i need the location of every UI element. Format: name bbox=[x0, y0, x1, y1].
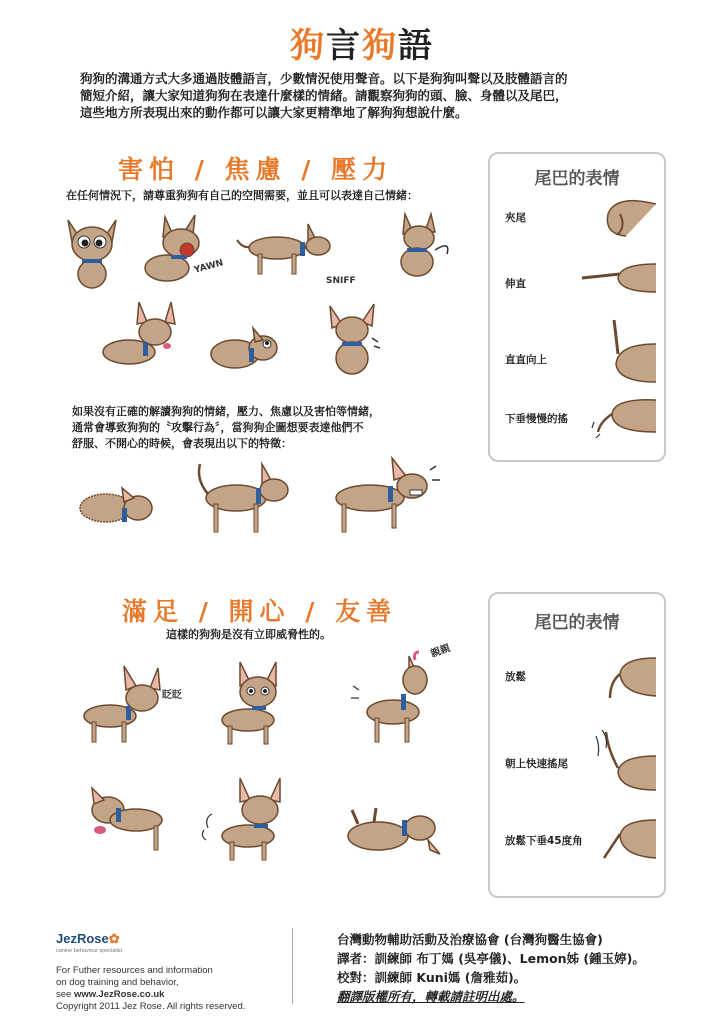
credit-line: 譯者：訓練師 布丁媽 (吳亭儀)、Lemon姊 (鍾玉婷)。 bbox=[337, 951, 645, 966]
intro-line: 簡短介紹，讓大家知道狗狗在表達什麼樣的情緒。請觀察狗狗的頭、臉、身體以及尾巴， bbox=[80, 88, 568, 103]
jezrose-logo: JezRose✿ bbox=[56, 931, 120, 946]
intro-line: 狗狗的溝通方式大多通過肢體語言，少數情況使用聲音。以下是狗狗叫聲以及肢體語言的 bbox=[80, 71, 568, 86]
dog-fearful-crouch bbox=[72, 470, 162, 540]
translation-credits bbox=[337, 930, 645, 1006]
website-link[interactable]: www.JezRose.co.uk bbox=[73, 989, 165, 1000]
dog-relaxed-standing bbox=[210, 658, 300, 748]
tail-label-fast-wag-up: 朝上快速搖尾 bbox=[505, 758, 568, 770]
footer-credits bbox=[56, 933, 245, 1013]
dog-cowering bbox=[205, 318, 285, 376]
dog-yawning bbox=[135, 213, 215, 288]
credit-line: 台灣動物輔助活動及治療協會 (台灣狗醫生協會) bbox=[337, 932, 603, 947]
dog-happy-wagging bbox=[200, 774, 300, 864]
dog-turning-away bbox=[385, 210, 460, 290]
footer-line: on dog training and behavior, bbox=[56, 977, 179, 988]
tail-label-low-slow-wag: 下垂慢慢的搖 bbox=[505, 413, 568, 425]
tail-fast-wag-illustration bbox=[590, 726, 656, 796]
title-char: 狗 bbox=[290, 26, 326, 66]
title-char: 言 bbox=[326, 26, 362, 66]
dog-play-bow bbox=[72, 780, 172, 860]
intro-paragraph bbox=[80, 70, 670, 121]
title-char: 語 bbox=[398, 26, 434, 66]
dog-sniffing bbox=[232, 220, 337, 280]
footer-line: For Futher resources and information bbox=[56, 965, 213, 976]
dog-growling bbox=[322, 450, 442, 540]
sfx-lick: 親親 bbox=[429, 642, 452, 660]
credit-line: 校對：訓練師 Kuni媽 (詹雅茹)。 bbox=[337, 970, 527, 985]
logo-tagline: canine behaviour specialist bbox=[56, 948, 123, 954]
sfx-sniff: SNIFF bbox=[326, 276, 356, 286]
tail-label-relaxed-45: 放鬆下垂45度角 bbox=[505, 835, 583, 847]
title-char: 狗 bbox=[362, 26, 398, 66]
sfx-blink: 眨眨 bbox=[162, 690, 182, 701]
warning-line: 通常會導致狗狗的〝攻擊行為〞，當狗狗企圖想要表達他們不 bbox=[72, 421, 364, 434]
dog-scratching bbox=[322, 300, 387, 380]
section-heading-happy: 滿足 / 開心 / 友善 bbox=[122, 597, 398, 626]
copyright: Copyright 2011 Jez Rose. All rights reserved. bbox=[56, 1001, 246, 1012]
tail-panel-title: 尾巴的表情 bbox=[534, 169, 620, 189]
tail-label-relaxed: 放鬆 bbox=[505, 671, 526, 683]
dog-licking-air bbox=[345, 650, 435, 750]
tail-label-tucked: 夾尾 bbox=[505, 212, 526, 224]
tail-label-straight: 伸直 bbox=[505, 278, 526, 290]
footer-divider bbox=[292, 928, 293, 1004]
footer-line: see www.JezRose.co.uk bbox=[56, 989, 165, 1000]
tail-45-illustration bbox=[596, 814, 656, 870]
tail-low-wag-illustration bbox=[590, 392, 656, 440]
paw-icon: ✿ bbox=[108, 931, 120, 946]
tail-relaxed-illustration bbox=[600, 652, 656, 704]
sfx-yawn: YAWN bbox=[193, 258, 225, 276]
warning-line: 如果沒有正確的解讀狗狗的情緒，壓力、焦慮以及害怕等情緒， bbox=[72, 405, 380, 418]
section-note-fear: 在任何情況下，請尊重狗狗有自己的空間需要，並且可以表達自己情緒： bbox=[66, 189, 418, 202]
tail-straight-illustration bbox=[580, 258, 656, 298]
tail-panel-title: 尾巴的表情 bbox=[534, 613, 620, 633]
warning-line: 舒服、不開心的時候，會表現出以下的特徵： bbox=[72, 437, 292, 450]
page-title bbox=[0, 18, 724, 67]
aggression-warning bbox=[72, 404, 380, 452]
tail-tucked-illustration bbox=[596, 194, 656, 242]
rights-notice: 翻譯版權所有，轉載請註明出處。 bbox=[337, 989, 525, 1004]
dog-sitting-worried bbox=[62, 212, 122, 292]
tail-label-straight-up: 直直向上 bbox=[505, 354, 547, 366]
dog-blinking bbox=[78, 662, 168, 746]
intro-line: 這些地方所表現出來的動作都可以讓大家更精準地了解狗狗想說什麼。 bbox=[80, 105, 468, 120]
tail-up-illustration bbox=[600, 316, 656, 386]
dog-rolling-belly bbox=[338, 800, 448, 860]
section-heading-fear: 害怕 / 焦慮 / 壓力 bbox=[118, 155, 394, 184]
dog-licking-lips bbox=[95, 300, 185, 375]
dog-stiff-alert bbox=[190, 460, 300, 540]
section-note-happy: 這樣的狗狗是沒有立即威脅性的。 bbox=[166, 628, 331, 641]
